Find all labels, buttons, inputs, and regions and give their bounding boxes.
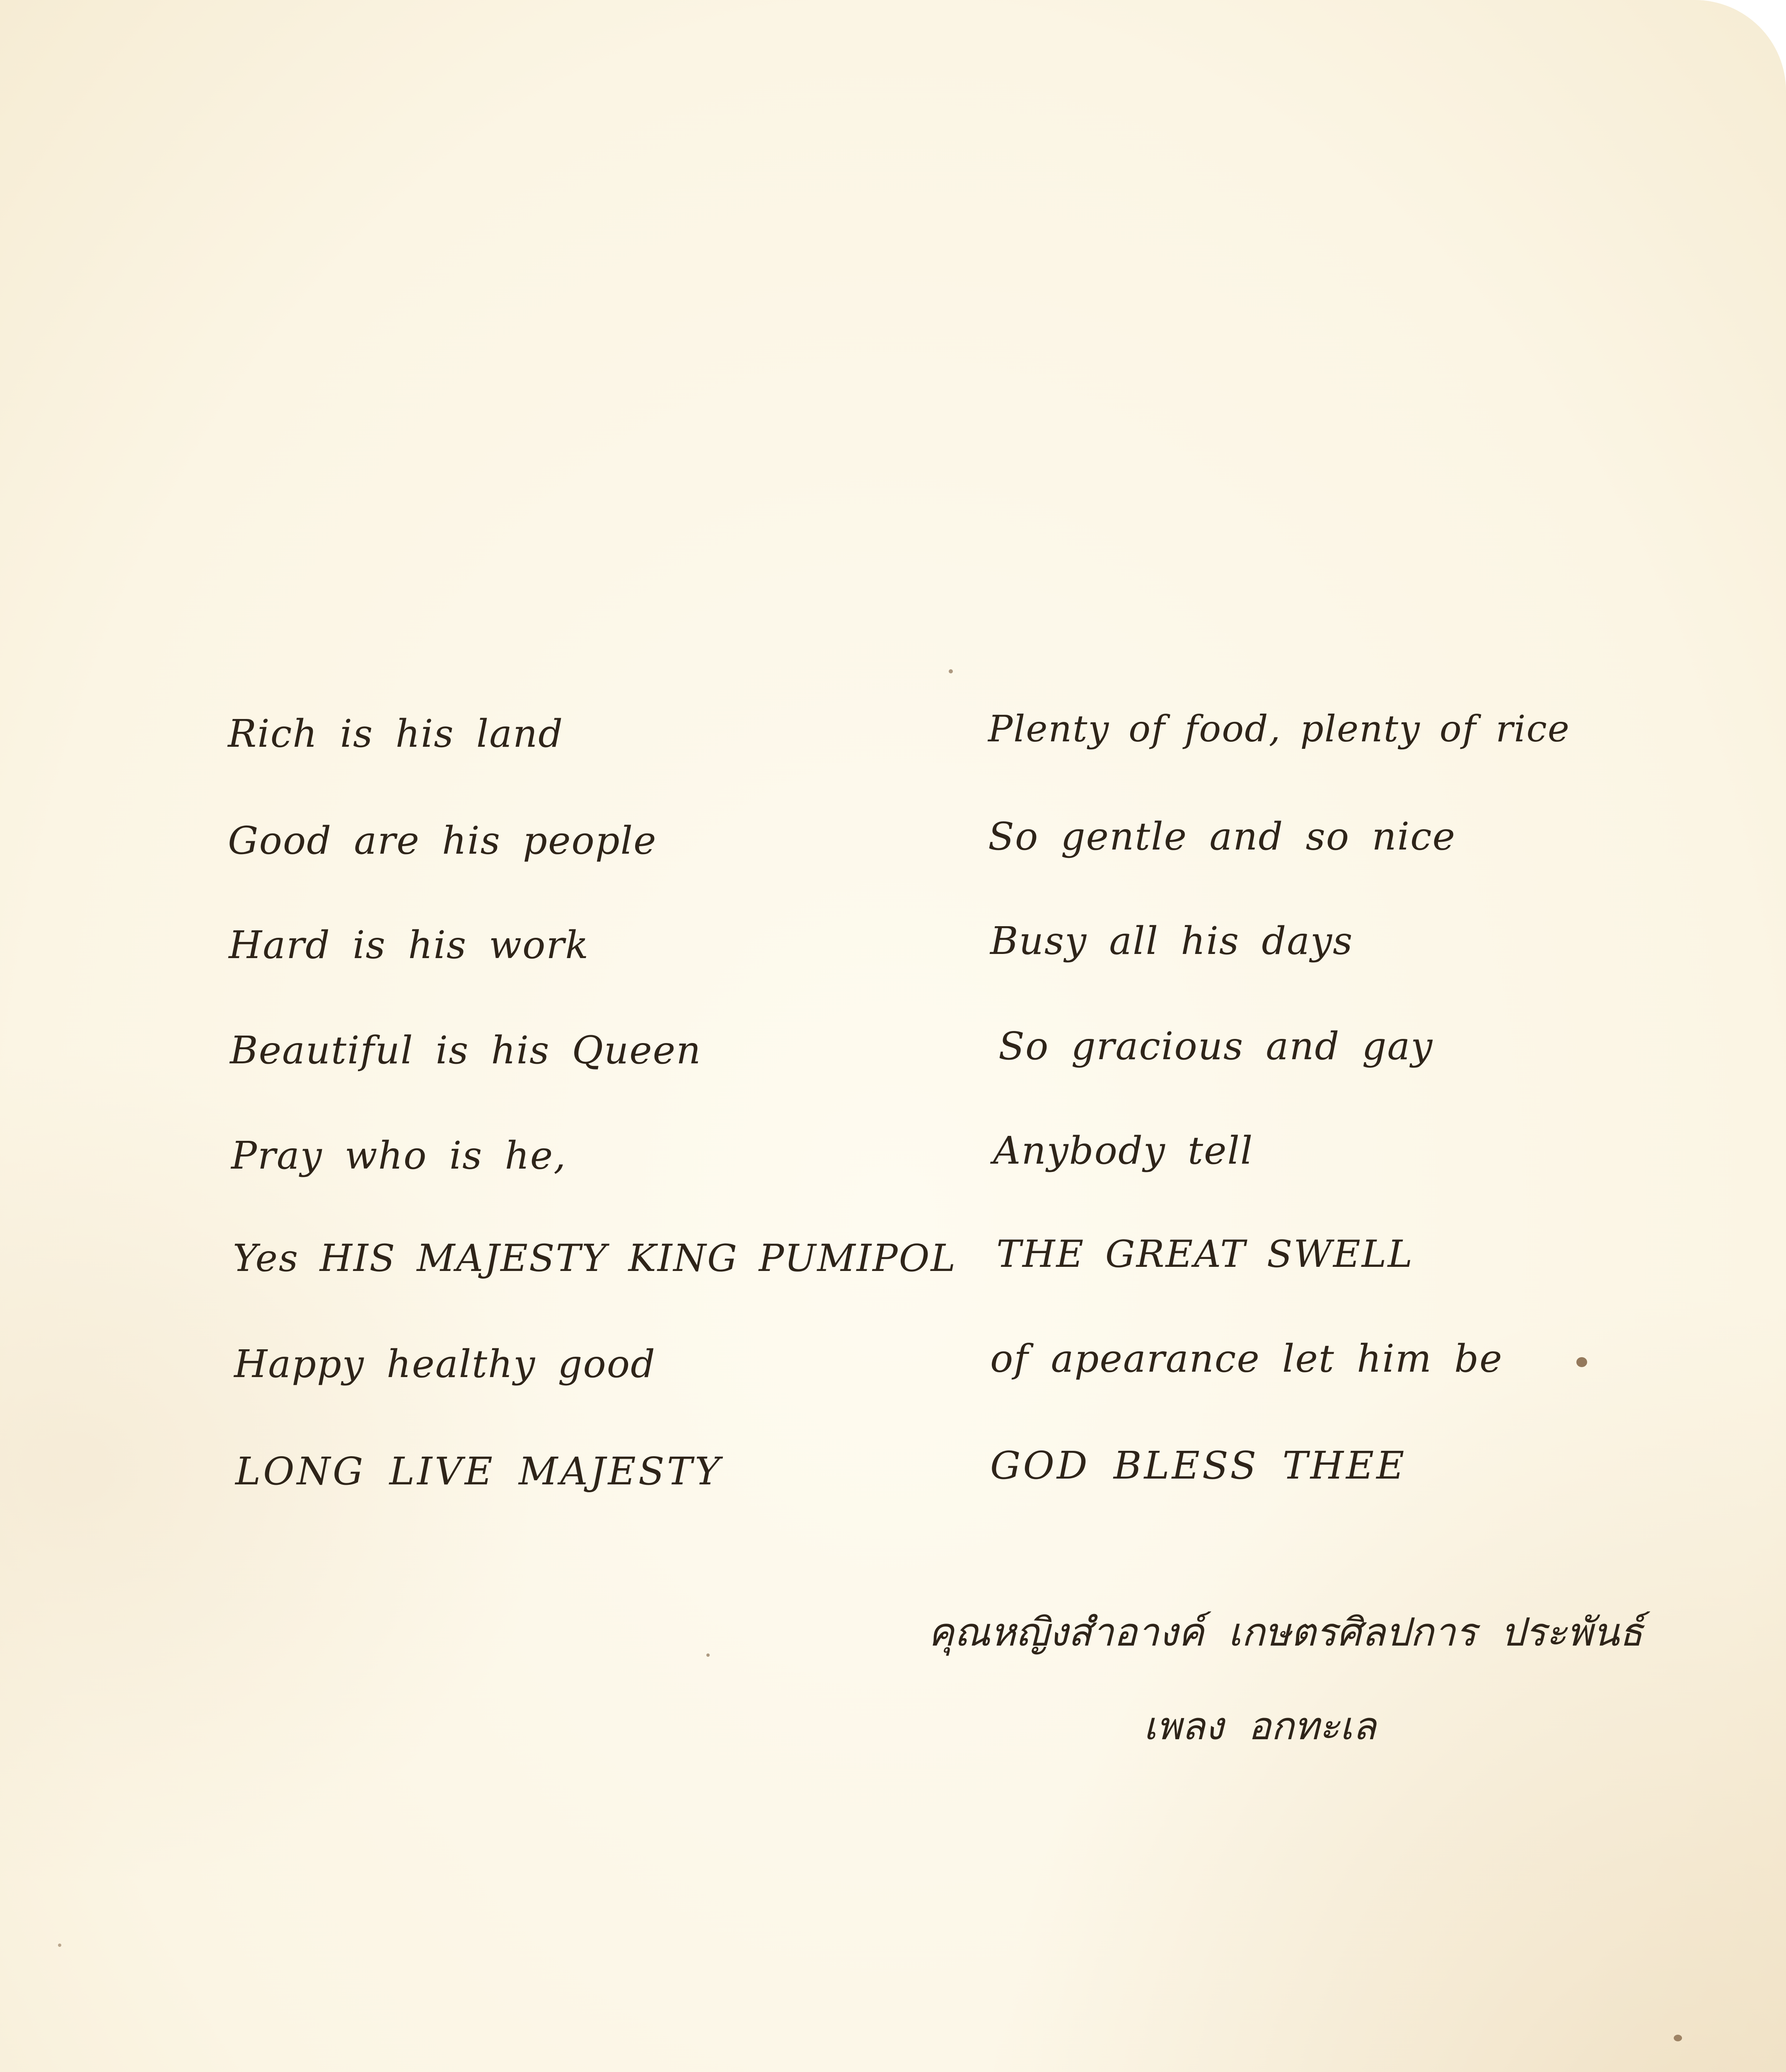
verse-line: Rich is his land xyxy=(228,712,564,756)
verse-line: Pray who is he, xyxy=(231,1133,567,1178)
verse-line: Hard is his work xyxy=(229,923,590,967)
paper-speck xyxy=(58,1944,61,1947)
verse-line: LONG LIVE MAJESTY xyxy=(235,1449,723,1493)
verse-line: THE GREAT SWELL xyxy=(996,1232,1414,1276)
paper-speck xyxy=(949,669,953,673)
melody-credit: เพลง อกทะเล xyxy=(1143,1704,1376,1748)
paper-speck xyxy=(706,1653,710,1657)
verse-line: Anybody tell xyxy=(993,1128,1254,1173)
verse-line: So gracious and gay xyxy=(998,1024,1433,1068)
verse-line: Happy healthy good xyxy=(234,1342,656,1386)
verse-line: Yes HIS MAJESTY KING PUMIPOL xyxy=(233,1237,957,1280)
author-credit: คุณหญิงสำอางค์ เกษตรศิลปการ ประพันธ์ xyxy=(928,1610,1643,1655)
verse-line: GOD BLESS THEE xyxy=(990,1443,1407,1488)
paper-speck xyxy=(1576,1357,1587,1367)
verse-line: So gentle and so nice xyxy=(988,814,1456,859)
verse-line: Beautiful is his Queen xyxy=(230,1028,702,1072)
paper-speck xyxy=(1674,2035,1682,2041)
verse-line: of apearance let him be xyxy=(990,1336,1503,1381)
verse-line: Plenty of food, plenty of rice xyxy=(988,707,1570,750)
verse-line: Good are his people xyxy=(228,818,657,863)
verse-line: Busy all his days xyxy=(990,919,1353,963)
